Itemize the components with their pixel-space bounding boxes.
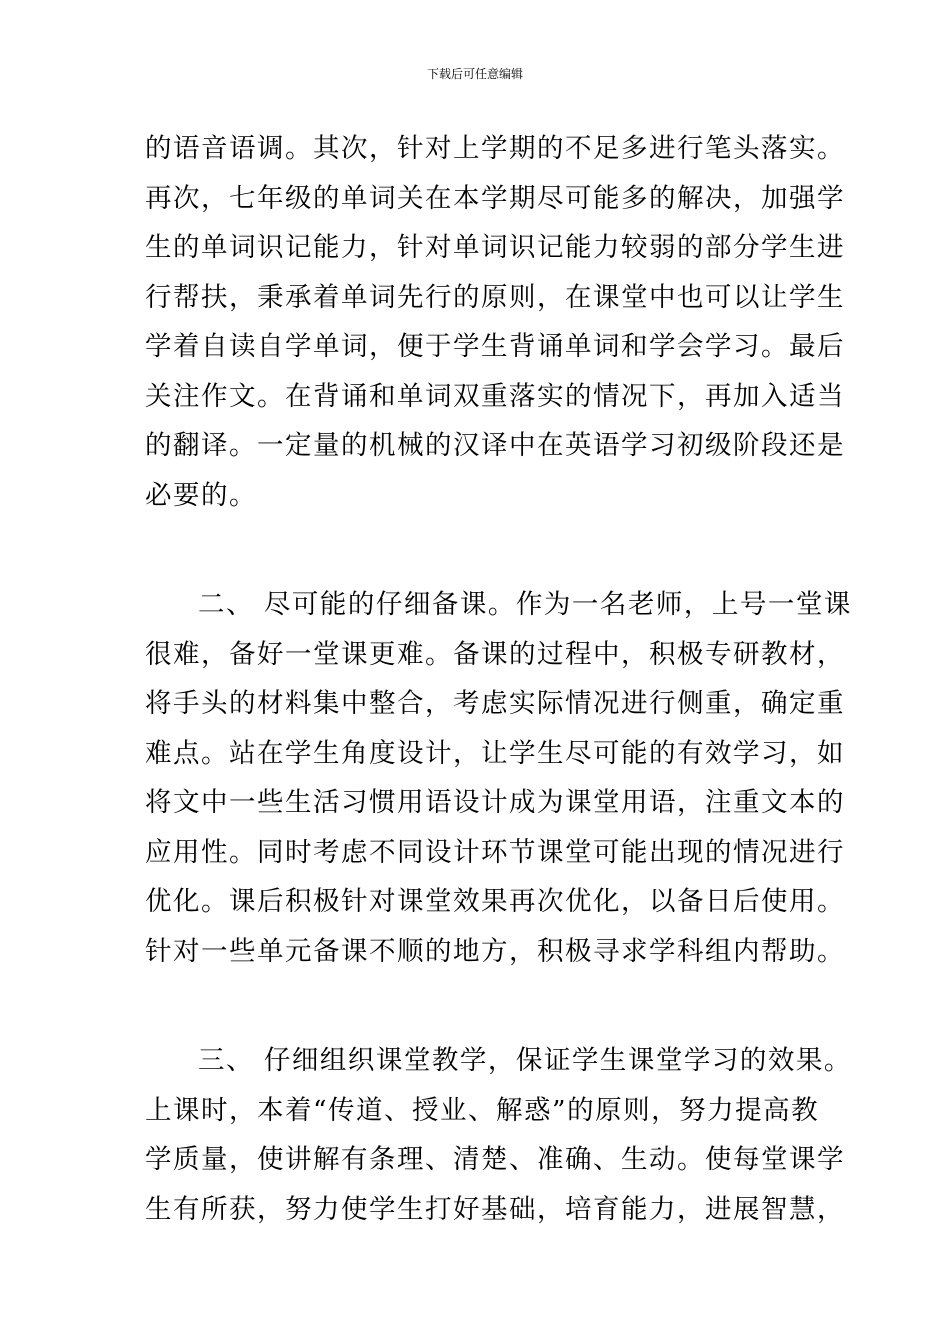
section-heading-line: 三、 仔细组织课堂教学，保证学生课堂学习的效果。 [198,1045,852,1076]
text-line: 应用性。同时考虑不同设计环节课堂可能出现的情况进行 [145,836,845,868]
text-line: 学着自读自学单词，便于学生背诵单词和学会学习。最后 [145,331,845,362]
text-line: 关注作文。在背诵和单词双重落实的情况下，再加入适当 [145,380,845,412]
text-line: 针对一些单元备课不顺的地方，积极寻求学科组内帮助。 [145,935,845,967]
paragraph-3 [145,1036,852,1234]
paragraph-spacer [145,520,810,580]
paragraph-spacer [145,976,810,1036]
paragraph-1 [145,124,845,520]
paragraph-2 [145,580,852,976]
text-line: 很难，备好一堂课更难。备课的过程中，积极专研教材， [145,638,845,670]
text-line: 生有所获，努力使学生打好基础，培育能力，进展智慧， [145,1193,845,1225]
text-line: 行帮扶，秉承着单词先行的原则，在课堂中也可以让学生 [145,281,845,313]
page-header: 下载后可任意编辑 [426,67,523,81]
text-line: 必要的。 [145,479,257,511]
section-heading-line: 二、 尽可能的仔细备课。作为一名老师，上号一堂课 [198,589,852,620]
text-line: 难点。站在学生角度设计，让学生尽可能的有效学习，如 [145,737,845,769]
text-line: 上课时，本着“传道、授业、解惑”的原则，努力提高教 [145,1094,820,1126]
text-line: 生的单词识记能力，针对单词识记能力较弱的部分学生进 [145,232,845,263]
text-line: 再次，七年级的单词关在本学期尽可能多的解决，加强学 [145,182,845,214]
text-line: 将手头的材料集中整合，考虑实际情况进行侧重，确定重 [145,688,845,719]
text-line: 的语音语调。其次，针对上学期的不足多进行笔头落实。 [145,133,845,164]
text-line: 将文中一些生活习惯用语设计成为课堂用语，注重文本的 [145,787,845,818]
text-line: 优化。课后积极针对课堂效果再次优化，以备日后使用。 [145,886,845,917]
text-line: 学质量，使讲解有条理、清楚、准确、生动。使每堂课学 [145,1144,845,1175]
text-line: 的翻译。一定量的机械的汉译中在英语学习初级阶段还是 [145,430,845,461]
document-body [145,124,852,1234]
